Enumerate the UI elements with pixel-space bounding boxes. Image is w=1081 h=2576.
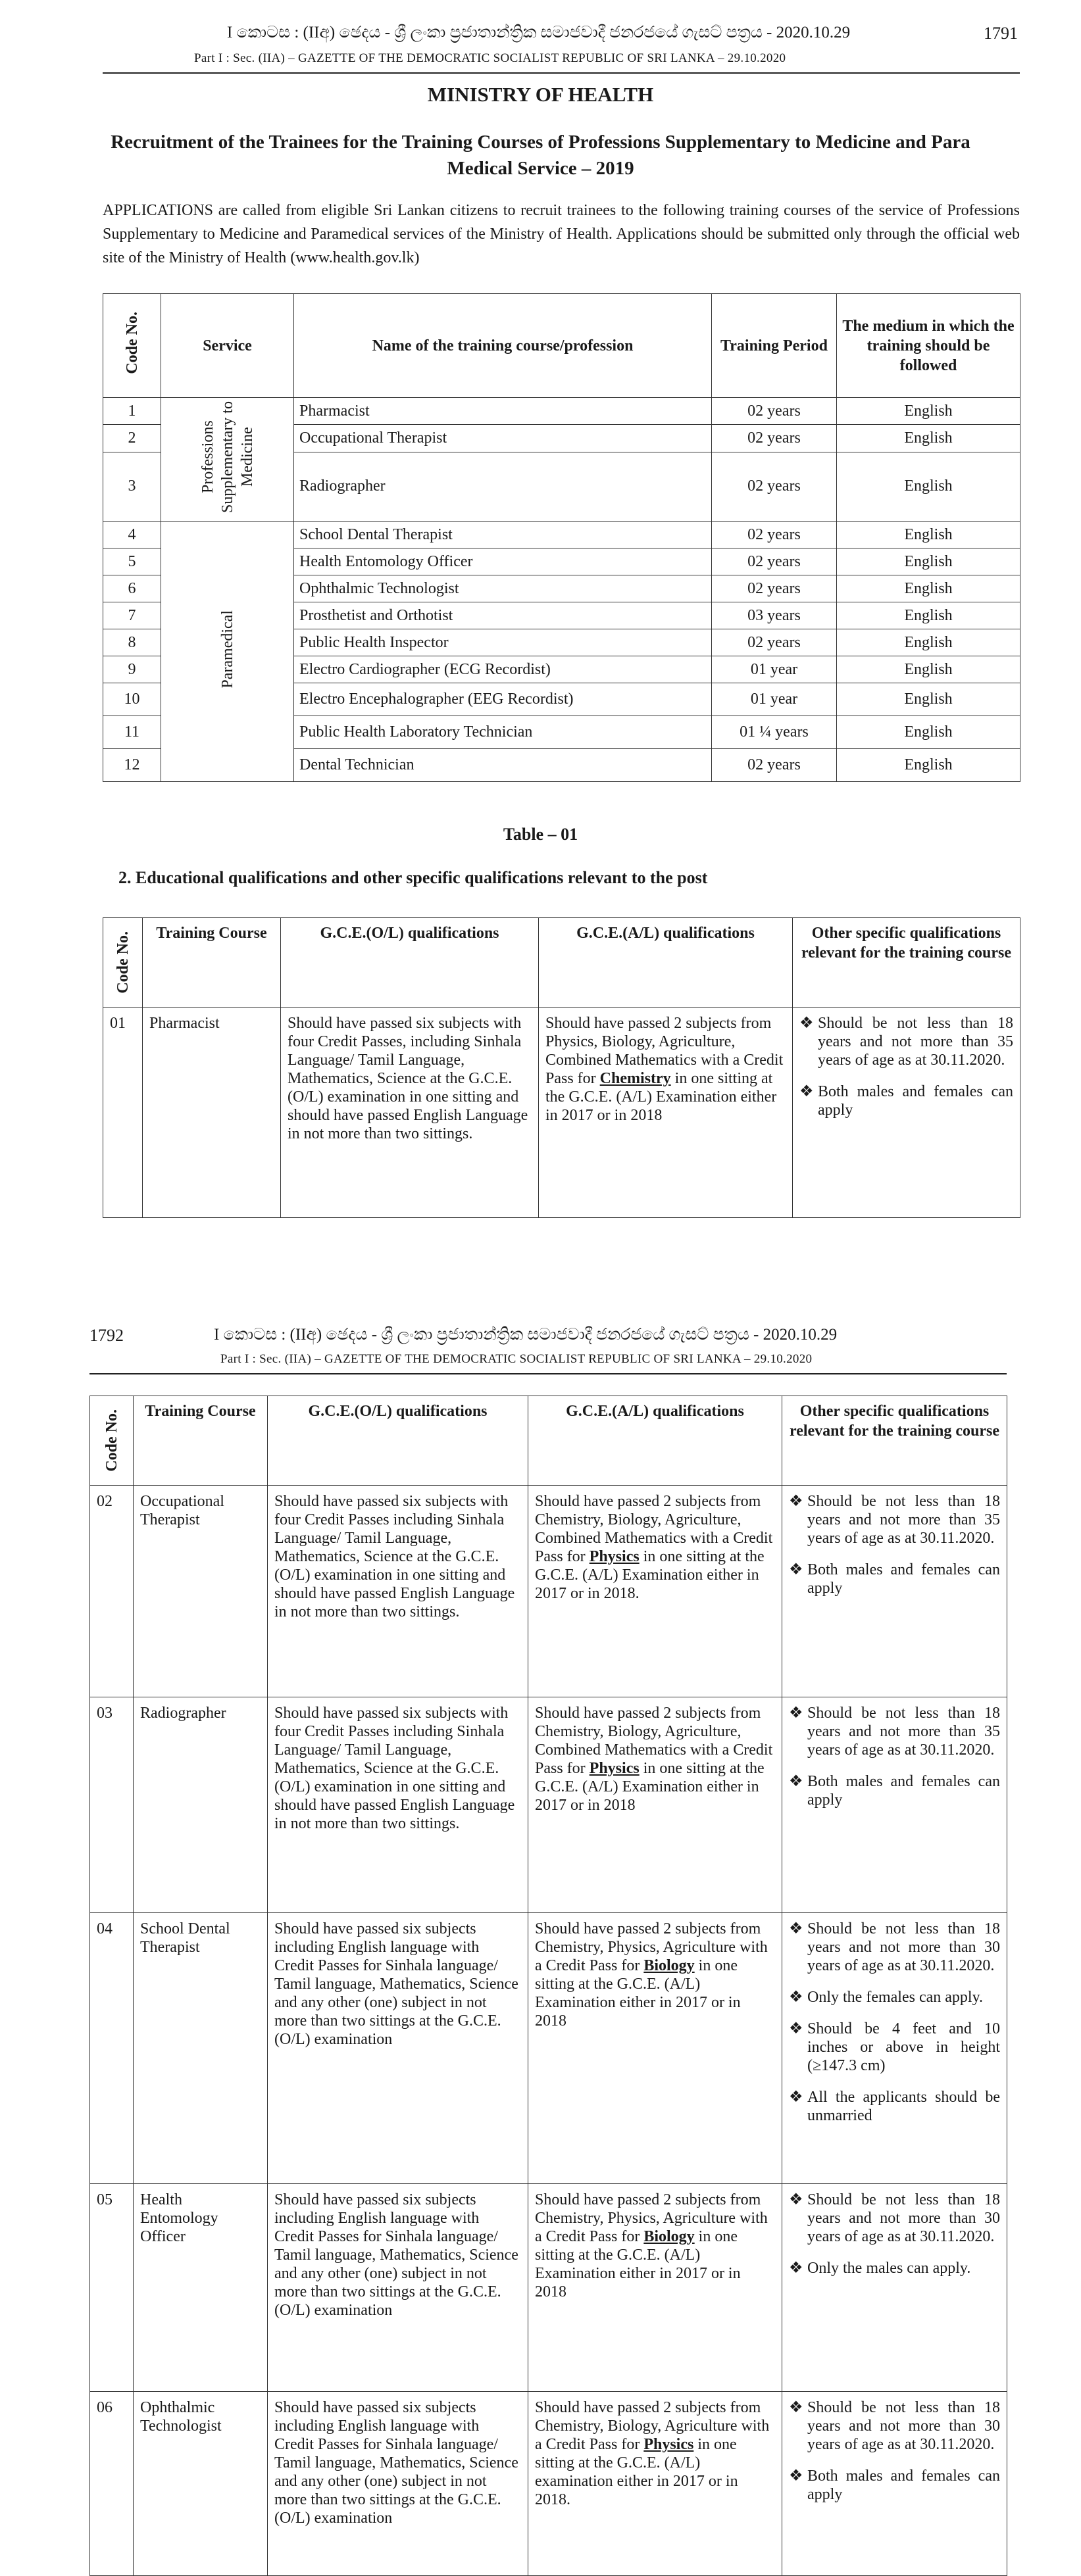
qualification-bullet: ❖ Both males and females can apply xyxy=(789,1773,1000,1809)
qualification-bullet: ❖ Only the males can apply. xyxy=(789,2260,971,2277)
bullet-icon: ❖ xyxy=(789,1561,803,1578)
bullet-icon: ❖ xyxy=(789,2260,803,2277)
th-course: Name of the training course/profession xyxy=(294,294,712,398)
course-name: Public Health Inspector xyxy=(294,629,712,656)
qual-ol: Should have passed six subjects with four Credit Passes including Sinhala Language/ Tamil Language, Mathematics, Science at the G.C.E. (O/L) examination in one sitting and should have passed English Language in not more than two sittings. xyxy=(268,1697,528,1913)
th-service: Service xyxy=(161,294,294,398)
qual-code: 05 xyxy=(90,2184,134,2392)
service-group: Professions Supplementary to Medicine xyxy=(161,398,294,522)
qual-al: Should have passed 2 subjects from Chemistry, Biology, Agriculture, Combined Mathematics with a Credit Pass for Physics in one sitting at the G.C.E. (A/L) Examination either in 2017 or in 2018 xyxy=(528,1697,782,1913)
course-name: Radiographer xyxy=(294,452,712,521)
course-name: Health Entomology Officer xyxy=(294,548,712,575)
course-medium: English xyxy=(837,749,1020,782)
course-name: Electro Cardiographer (ECG Recordist) xyxy=(294,656,712,683)
qualification-row xyxy=(103,1008,1020,1218)
course-code: 7 xyxy=(103,602,161,629)
required-subject: Biology xyxy=(643,2228,695,2245)
course-period: 01 year xyxy=(712,656,837,683)
course-medium: English xyxy=(837,716,1020,749)
course-row xyxy=(103,398,1020,425)
qual-other xyxy=(793,1008,1020,1218)
course-period: 01 year xyxy=(712,683,837,716)
course-name: Ophthalmic Technologist xyxy=(294,575,712,602)
header-rule xyxy=(89,1373,1007,1374)
header-english: Part I : Sec. (IIA) – GAZETTE OF THE DEMOCRATIC SOCIALIST REPUBLIC OF SRI LANKA – 29.10.2020 xyxy=(194,51,786,65)
qth-code: Code No. xyxy=(103,918,143,1008)
qual-other xyxy=(782,2184,1007,2392)
qth-ol: G.C.E.(O/L) qualifications xyxy=(281,918,539,1008)
qualification-row xyxy=(90,1486,1007,1697)
qual-ol: Should have passed six subjects with four Credit Passes including Sinhala Language/ Tamil Language, Mathematics, Science at the G.C.E. (O/L) examination in one sitting and should have passed English Language in not more than two sittings. xyxy=(268,1486,528,1697)
qth-code: Code No. xyxy=(90,1396,134,1486)
qth-other: Other specific qualifications relevant for the training course xyxy=(782,1396,1007,1486)
course-name: Occupational Therapist xyxy=(294,425,712,452)
bullet-icon: ❖ xyxy=(789,2467,803,2485)
qualification-bullet: ❖ Should be not less than 18 years and not more than 35 years of age as at 30.11.2020. xyxy=(789,1705,1000,1759)
qual-al: Should have passed 2 subjects from Chemistry, Physics, Agriculture with a Credit Pass for Biology in one sitting at the G.C.E. (A/L) Examination either in 2017 or in 2018 xyxy=(528,1913,782,2184)
th-period: Training Period xyxy=(712,294,837,398)
required-subject: Physics xyxy=(589,1548,640,1565)
course-code: 1 xyxy=(103,398,161,425)
course-period: 02 years xyxy=(712,398,837,425)
qual-course: Health Entomology Officer xyxy=(134,2184,268,2392)
bullet-icon: ❖ xyxy=(789,2191,803,2208)
qual-al: Should have passed 2 subjects from Chemistry, Biology, Agriculture with a Credit Pass for Physics in one sitting at the G.C.E. (A/L) examination either in 2017 or in 2018. xyxy=(528,2392,782,2576)
qual-ol: Should have passed six subjects including English language with Credit Passes for Sinhala language/ Tamil language, Mathematics, Science and any other (one) subject in not more than two sittings at the G.C.E. (O/L) examination xyxy=(268,2392,528,2576)
service-group: Paramedical xyxy=(161,522,294,782)
required-subject: Biology xyxy=(643,1957,695,1974)
qualification-row xyxy=(90,1913,1007,2184)
qualification-row xyxy=(90,2392,1007,2576)
qual-al: Should have passed 2 subjects from Chemistry, Biology, Agriculture, Combined Mathematics with a Credit Pass for Physics in one sitting at the G.C.E. (A/L) Examination either in 2017 or in 2018. xyxy=(528,1486,782,1697)
header-sinhala: I කොටස : (IIඅ) ඡෙදය - ශ්‍රී ලංකා ප්‍රජාතාන්ත්‍රික සමාජවාදී ජනරජයේ ගැසට් පත්‍රය - 2020.10.29 xyxy=(214,1326,838,1344)
qual-other xyxy=(782,2392,1007,2576)
qual-ol: Should have passed six subjects including English language with Credit Passes for Sinhala language/ Tamil language, Mathematics, Science and any other (one) subject in not more than two sittings at the G.C.E. (O/L) examination xyxy=(268,2184,528,2392)
course-medium: English xyxy=(837,398,1020,425)
qual-al: Should have passed 2 subjects from Chemistry, Physics, Agriculture with a Credit Pass for Biology in one sitting at the G.C.E. (A/L) Examination either in 2017 or in 2018 xyxy=(528,2184,782,2392)
course-code: 4 xyxy=(103,522,161,548)
qual-course: Pharmacist xyxy=(143,1008,281,1218)
course-code: 11 xyxy=(103,716,161,749)
th-code: Code No. xyxy=(103,294,161,398)
qual-course: Occupational Therapist xyxy=(134,1486,268,1697)
th-medium: The medium in which the training should be followed xyxy=(837,294,1020,398)
course-code: 8 xyxy=(103,629,161,656)
course-medium: English xyxy=(837,629,1020,656)
course-name: Prosthetist and Orthotist xyxy=(294,602,712,629)
qth-ol: G.C.E.(O/L) qualifications xyxy=(268,1396,528,1486)
qual-al: Should have passed 2 subjects from Physics, Biology, Agriculture, Combined Mathematics with a Credit Pass for Chemistry in one sitting at the G.C.E. (A/L) Examination either in 2017 or in 2018 xyxy=(539,1008,793,1218)
bullet-icon: ❖ xyxy=(799,1083,814,1100)
courses-table-header xyxy=(103,294,1020,398)
header-sinhala: I කොටස : (IIඅ) ඡෙදය - ශ්‍රී ලංකා ප්‍රජාතාන්ත්‍රික සමාජවාදී ජනරජයේ ගැසට් පත්‍රය - 2020.10.29 xyxy=(227,24,851,41)
course-medium: English xyxy=(837,683,1020,716)
qth-other: Other specific qualifications relevant for the training course xyxy=(793,918,1020,1008)
header-english: Part I : Sec. (IIA) – GAZETTE OF THE DEMOCRATIC SOCIALIST REPUBLIC OF SRI LANKA – 29.10.2020 xyxy=(220,1352,813,1366)
courses-table xyxy=(103,293,1020,782)
qual-course: School Dental Therapist xyxy=(134,1913,268,2184)
bullet-icon: ❖ xyxy=(789,2020,803,2037)
course-medium: English xyxy=(837,602,1020,629)
required-subject: Physics xyxy=(643,2436,694,2453)
qualification-bullet: ❖ Should be not less than 18 years and not more than 30 years of age as at 30.11.2020. xyxy=(789,2399,1000,2453)
qual-other xyxy=(782,1697,1007,1913)
qualification-bullet: ❖ All the applicants should be unmarried xyxy=(789,2089,1000,2124)
course-medium: English xyxy=(837,425,1020,452)
intro-paragraph: APPLICATIONS are called from eligible Sri Lankan citizens to recruit trainees to the following training courses of the service of Professions Supplementary to Medicine and Paramedical services of the Ministry of Health. Applications should be submitted only through the official web site of the Ministry of Health (www.health.gov.lk) xyxy=(103,202,1020,266)
course-period: 01 ¼ years xyxy=(712,716,837,749)
qth-course: Training Course xyxy=(134,1396,268,1486)
qualification-bullet: ❖ Should be not less than 18 years and not more than 30 years of age as at 30.11.2020. xyxy=(789,1920,1000,1974)
course-code: 6 xyxy=(103,575,161,602)
bullet-icon: ❖ xyxy=(789,1493,803,1510)
qual-table-header xyxy=(90,1396,1007,1486)
qual-code: 04 xyxy=(90,1913,134,2184)
table-caption: Table – 01 xyxy=(503,825,578,844)
qual-other xyxy=(782,1486,1007,1697)
qual-code: 02 xyxy=(90,1486,134,1697)
course-medium: English xyxy=(837,522,1020,548)
course-code: 10 xyxy=(103,683,161,716)
qual-code: 03 xyxy=(90,1697,134,1913)
course-period: 03 years xyxy=(712,602,837,629)
bullet-icon: ❖ xyxy=(789,1989,803,2006)
bullet-icon: ❖ xyxy=(789,1705,803,1722)
qualification-bullet: ❖ Should be 4 feet and 10 inches or above in height (≥147.3 cm) xyxy=(789,2020,1000,2074)
qualifications-table-page1 xyxy=(103,917,1020,1218)
qual-course: Radiographer xyxy=(134,1697,268,1913)
page-number: 1792 xyxy=(89,1326,124,1345)
qth-al: G.C.E.(A/L) qualifications xyxy=(539,918,793,1008)
course-name: Electro Encephalographer (EEG Recordist) xyxy=(294,683,712,716)
qual-course: Ophthalmic Technologist xyxy=(134,2392,268,2576)
qualification-bullet: ❖ Only the females can apply. xyxy=(789,1989,984,2006)
qualification-bullet: ❖ Should be not less than 18 years and not more than 30 years of age as at 30.11.2020. xyxy=(789,2191,1000,2245)
qualification-bullet: ❖ Should be not less than 18 years and not more than 35 years of age as at 30.11.2020. xyxy=(799,1015,1013,1069)
qualification-bullet: ❖ Both males and females can apply xyxy=(789,2467,1000,2503)
course-row xyxy=(103,522,1020,548)
course-period: 02 years xyxy=(712,575,837,602)
qual-ol: Should have passed six subjects with four Credit Passes, including Sinhala Language/ Tamil Language, Mathematics, Science at the G.C.E. (O/L) examination in one sitting and should have passed English Language in not more than two sittings. xyxy=(281,1008,539,1218)
notice-title: Recruitment of the Trainees for the Training Courses of Professions Supplementary to Medicine and Para Medical Service – 2019 xyxy=(111,132,970,179)
bullet-icon: ❖ xyxy=(789,2089,803,2106)
course-medium: English xyxy=(837,452,1020,521)
course-medium: English xyxy=(837,656,1020,683)
qual-code: 06 xyxy=(90,2392,134,2576)
qualification-row xyxy=(90,1697,1007,1913)
qualification-bullet: ❖ Should be not less than 18 years and not more than 35 years of age as at 30.11.2020. xyxy=(789,1493,1000,1547)
course-code: 2 xyxy=(103,425,161,452)
bullet-icon: ❖ xyxy=(799,1015,814,1032)
section-heading: 2. Educational qualifications and other specific qualifications relevant to the post xyxy=(118,868,708,887)
qual-table-header xyxy=(103,918,1020,1008)
qual-other xyxy=(782,1913,1007,2184)
course-medium: English xyxy=(837,548,1020,575)
qth-course: Training Course xyxy=(143,918,281,1008)
qualification-bullet: ❖ Both males and females can apply xyxy=(799,1083,1013,1119)
qualification-row xyxy=(90,2184,1007,2392)
course-code: 5 xyxy=(103,548,161,575)
course-period: 02 years xyxy=(712,522,837,548)
course-period: 02 years xyxy=(712,425,837,452)
bullet-icon: ❖ xyxy=(789,1920,803,1937)
course-period: 02 years xyxy=(712,452,837,521)
course-medium: English xyxy=(837,575,1020,602)
course-name: Pharmacist xyxy=(294,398,712,425)
course-period: 02 years xyxy=(712,629,837,656)
course-code: 3 xyxy=(103,452,161,521)
bullet-icon: ❖ xyxy=(789,1773,803,1790)
qual-ol: Should have passed six subjects including English language with Credit Passes for Sinhala language/ Tamil language, Mathematics, Science and any other (one) subject in not more than two sittings at the G.C.E. (O/L) examination xyxy=(268,1913,528,2184)
course-period: 02 years xyxy=(712,749,837,782)
course-name: Dental Technician xyxy=(294,749,712,782)
qualifications-table-page2 xyxy=(89,1396,1007,2576)
course-name: Public Health Laboratory Technician xyxy=(294,716,712,749)
ministry-title: MINISTRY OF HEALTH xyxy=(427,83,654,106)
bullet-icon: ❖ xyxy=(789,2399,803,2416)
course-code: 12 xyxy=(103,749,161,782)
required-subject: Physics xyxy=(589,1760,640,1777)
required-subject: Chemistry xyxy=(599,1070,671,1087)
header-rule xyxy=(103,72,1020,74)
qth-al: G.C.E.(A/L) qualifications xyxy=(528,1396,782,1486)
page-number: 1791 xyxy=(984,24,1018,43)
course-period: 02 years xyxy=(712,548,837,575)
course-code: 9 xyxy=(103,656,161,683)
course-name: School Dental Therapist xyxy=(294,522,712,548)
qualification-bullet: ❖ Both males and females can apply xyxy=(789,1561,1000,1597)
qual-code: 01 xyxy=(103,1008,143,1218)
